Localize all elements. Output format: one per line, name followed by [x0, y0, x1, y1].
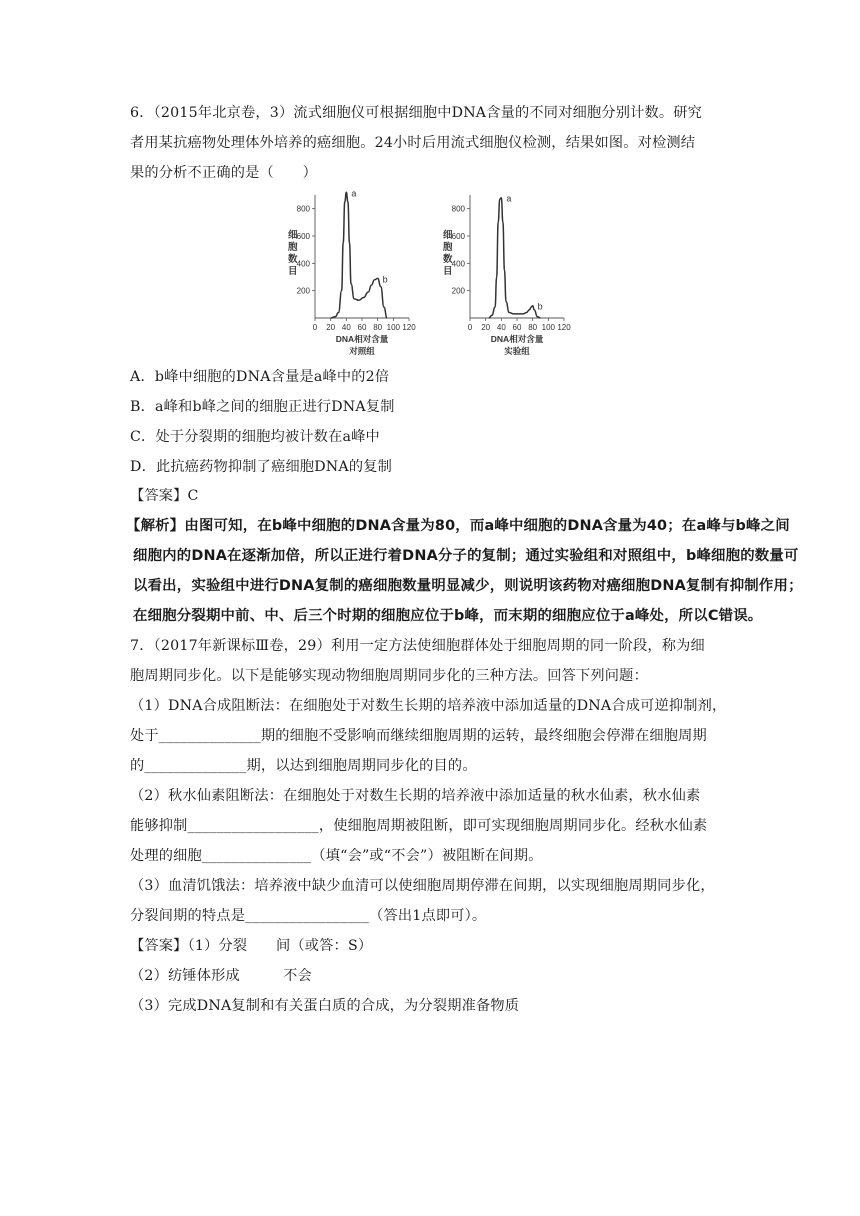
q7-part1-line-1: （1）DNA合成阻断法：在细胞处于对数生长期的培养液中添加适量的DNA合成可逆抑制剂，	[130, 698, 727, 714]
x-axis-label: DNA相对含量	[335, 334, 389, 344]
peak-label-a: a	[351, 190, 357, 199]
y-tick-label: 200	[296, 286, 310, 296]
q6-stem-line-1: 6．（2015年北京卷，3）流式细胞仪可根据细胞中DNA含量的不同对细胞分别计数。研究	[130, 105, 703, 121]
x-tick-label: 80	[528, 323, 538, 332]
x-tick-label: 40	[496, 323, 506, 332]
q7-answer-line-3: （3）完成DNA复制和有关蛋白质的合成，为分裂期准备物质	[130, 998, 520, 1014]
y-tick-label: 400	[296, 259, 310, 269]
q7-answer-line-2: （2）纺锤体形成 不会	[130, 968, 312, 984]
q6-answer: 【答案】C	[130, 488, 199, 504]
peak-label-b: b	[537, 301, 543, 312]
y-tick-label: 200	[451, 286, 465, 296]
y-axis-label-char: 细	[443, 230, 453, 241]
x-tick-label: 80	[373, 323, 383, 332]
q7-part2-line-3: 处理的细胞_______________（填“会”或“不会”）被阻断在间期。	[130, 848, 543, 864]
q7-answer-line-1: 【答案】（1）分裂 间（或答：S）	[130, 938, 373, 954]
q7-part1-line-3: 的______________期，以达到细胞周期同步化的目的。	[130, 758, 477, 774]
q7-part3-line-1: （3）血清饥饿法：培养液中缺少血清可以使细胞周期停滞在间期，以实现细胞周期同步化，	[130, 878, 715, 894]
y-tick-label: 600	[296, 232, 310, 241]
peak-label-a: a	[506, 193, 512, 204]
x-tick-label: 120	[557, 323, 571, 332]
y-tick-label: 400	[451, 259, 465, 269]
q6-analysis-line-2: 细胞内的DNA在逐渐加倍，所以正进行着DNA分子的复制；通过实验组和对照组中，b峰细胞的数量可	[133, 548, 799, 564]
y-axis-label-char: 细	[288, 230, 298, 241]
chart-experiment-group	[437, 190, 587, 364]
x-tick-label: 100	[386, 323, 401, 332]
y-axis-label-char: 胞	[288, 242, 298, 253]
chart-caption: 实验组	[504, 346, 530, 356]
x-tick-label: 60	[357, 323, 367, 332]
y-axis-label-char: 目	[443, 266, 453, 277]
y-tick-label: 600	[451, 232, 465, 241]
y-tick-label: 800	[451, 204, 465, 214]
x-tick-label: 0	[312, 323, 318, 332]
q7-intro-line-2: 胞周期同步化。以下是能够实现动物细胞周期同步化的三种方法。回答下列问题：	[130, 668, 648, 684]
x-tick-label: 60	[512, 323, 522, 332]
q6-option-a: A．b峰中细胞的DNA含量是a峰中的2倍	[130, 369, 390, 385]
q6-analysis-line-3: 以看出，实验组中进行DNA复制的癌细胞数量明显减少，则说明该药物对癌细胞DNA复制有抑制作用；	[133, 578, 803, 594]
x-tick-label: 40	[341, 323, 351, 332]
peak-label-b: b	[382, 274, 388, 285]
q6-option-d: D．此抗癌药物抑制了癌细胞DNA的复制	[130, 459, 393, 475]
y-axis-label-char: 数	[443, 254, 453, 265]
q6-stem-line-3: 果的分析不正确的是（ ）	[130, 165, 318, 181]
x-tick-label: 0	[467, 323, 473, 332]
q7-part2-line-1: （2）秋水仙素阻断法：在细胞处于对数生长期的培养液中添加适量的秋水仙素，秋水仙素	[130, 788, 701, 804]
q6-analysis-line-1: 【解析】由图可知，在b峰中细胞的DNA含量为80，而a峰中细胞的DNA含量为40；在a峰与b峰之间	[126, 518, 790, 534]
chart-control-group	[282, 190, 432, 364]
q7-part1-line-2: 处于______________期的细胞不受影响而继续细胞周期的运转，最终细胞会停滞在细胞周期	[130, 728, 707, 744]
series-line	[331, 192, 387, 318]
x-tick-label: 20	[481, 323, 491, 332]
series-line	[489, 198, 541, 318]
q6-stem-line-2: 者用某抗癌物处理体外培养的癌细胞。24小时后用流式细胞仪检测，结果如图。对检测结	[130, 135, 696, 151]
x-axis-label: DNA相对含量	[490, 334, 544, 344]
q6-analysis-line-4: 在细胞分裂期中前、中、后三个时期的细胞应位于b峰，而末期的细胞应位于a峰处，所以C错误。	[133, 608, 763, 624]
x-tick-label: 100	[541, 323, 556, 332]
q7-intro-line-1: 7．（2017年新课标Ⅲ卷，29）利用一定方法使细胞群体处于细胞周期的同一阶段，称为细	[130, 638, 705, 654]
y-axis-label-char: 数	[288, 254, 298, 265]
y-axis-label-char: 胞	[443, 242, 453, 253]
x-tick-label: 120	[402, 323, 416, 332]
q6-option-b: B．a峰和b峰之间的细胞正进行DNA复制	[130, 399, 395, 415]
chart-caption: 对照组	[349, 346, 375, 356]
q6-option-c: C．处于分裂期的细胞均被计数在a峰中	[130, 429, 380, 445]
q7-part3-line-2: 分裂间期的特点是_________________（答出1点即可）。	[130, 908, 487, 924]
y-tick-label: 800	[296, 204, 310, 214]
x-tick-label: 20	[326, 323, 336, 332]
q7-part2-line-2: 能够抑制__________________，使细胞周期被阻断，即可实现细胞周期同步化。经秋水仙素	[130, 818, 708, 834]
y-axis-label-char: 目	[288, 266, 298, 277]
